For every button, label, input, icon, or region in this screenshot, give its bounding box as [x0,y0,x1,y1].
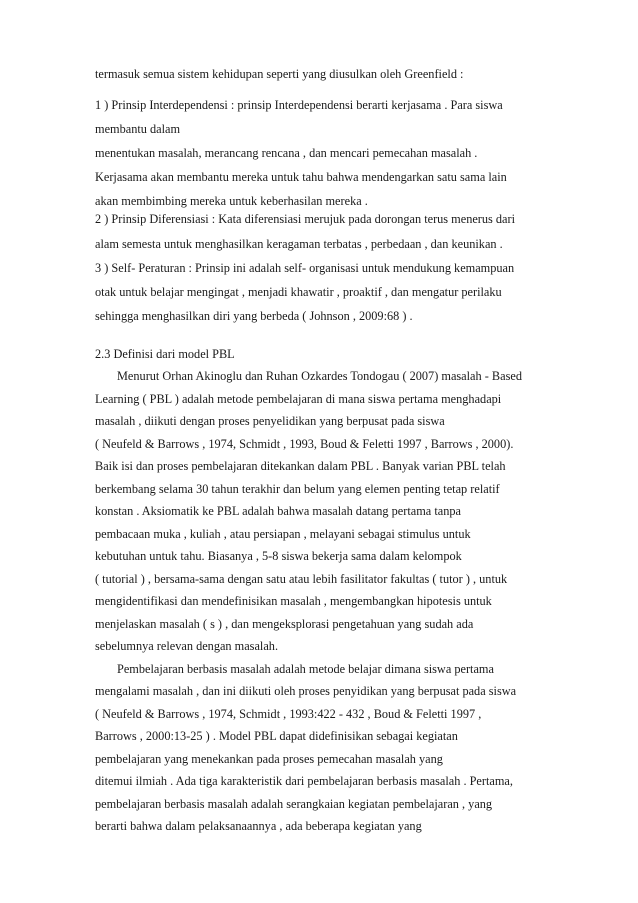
text-line: otak untuk belajar mengingat , menjadi khawatir , proaktif , dan mengatur perilaku [95,285,502,299]
text-line: membantu dalam [95,122,181,136]
text-line: pembelajaran yang menekankan pada proses pemecahan masalah yang [95,752,443,766]
text-line: pembacaan muka , kuliah , atau persiapan , melayani sebagai stimulus untuk [95,527,471,541]
text-line: Barrows , 2000:13-25 ) . Model PBL dapat didefinisikan sebagai kegiatan [95,729,458,743]
text-line: alam semesta untuk menghasilkan keragaman terbatas , perbedaan , dan keunikan . [95,237,503,251]
text-line: 3 ) Self- Peraturan : Prinsip ini adalah self- organisasi untuk mendukung kemampuan [95,261,515,275]
section-heading: 2.3 Definisi dari model PBL [95,347,235,361]
text-line: mengidentifikasi dan mendefinisikan masalah , mengembangkan hipotesis untuk [95,594,492,608]
text-line: Baik isi dan proses pembelajaran ditekankan dalam PBL . Banyak varian PBL telah [95,459,506,473]
text-line: ( Neufeld & Barrows , 1974, Schmidt , 1993:422 - 432 , Boud & Feletti 1997 , [95,707,482,721]
text-line: masalah , diikuti dengan proses penyelidikan yang berpusat pada siswa [95,414,445,428]
text-line: ( Neufeld & Barrows , 1974, Schmidt , 1993, Boud & Feletti 1997 , Barrows , 2000). [95,437,514,451]
text-line: mengalami masalah , dan ini diikuti oleh proses penyidikan yang berpusat pada siswa [95,684,517,698]
text-line: ( tutorial ) , bersama-sama dengan satu atau lebih fasilitator fakultas ( tutor ) , untuk [95,572,508,586]
text-line: sebelumnya relevan dengan masalah. [95,639,279,653]
text-line: menjelaskan masalah ( s ) , dan mengeksplorasi pengetahuan yang sudah ada [95,617,474,631]
text-line: termasuk semua sistem kehidupan seperti yang diusulkan oleh Greenfield : [95,67,464,81]
text-line: berarti bahwa dalam pelaksanaannya , ada beberapa kegiatan yang [95,819,422,833]
text-line: menentukan masalah, merancang rencana , dan mencari pemecahan masalah . [95,146,478,160]
text-line: akan membimbing mereka untuk keberhasilan mereka . [95,194,368,208]
text-line: pembelajaran berbasis masalah adalah serangkaian kegiatan pembelajaran , yang [95,797,493,811]
text-line: 1 ) Prinsip Interdependensi : prinsip Interdependensi berarti kerjasama . Para siswa [95,98,503,112]
text-line: sehingga menghasilkan diri yang berbeda ( Johnson , 2009:68 ) . [95,309,413,323]
text-line: Menurut Orhan Akinoglu dan Ruhan Ozkardes Tondogau ( 2007) masalah - Based [117,369,522,383]
text-line: 2 ) Prinsip Diferensiasi : Kata diferensiasi merujuk pada dorongan terus menerus dari [95,212,516,226]
text-line: Pembelajaran berbasis masalah adalah metode belajar dimana siswa pertama [117,662,494,676]
text-line: kebutuhan untuk tahu. Biasanya , 5-8 siswa bekerja sama dalam kelompok [95,549,462,563]
text-line: konstan . Aksiomatik ke PBL adalah bahwa masalah datang pertama tanpa [95,504,461,518]
text-line: berkembang selama 30 tahun terakhir dan belum yang elemen penting tetap relatif [95,482,500,496]
text-line: ditemui ilmiah . Ada tiga karakteristik dari pembelajaran berbasis masalah . Pertama, [95,774,513,788]
text-line: Kerjasama akan membantu mereka untuk tahu bahwa mendengarkan satu sama lain [95,170,507,184]
text-line: Learning ( PBL ) adalah metode pembelajaran di mana siswa pertama menghadapi [95,392,502,406]
